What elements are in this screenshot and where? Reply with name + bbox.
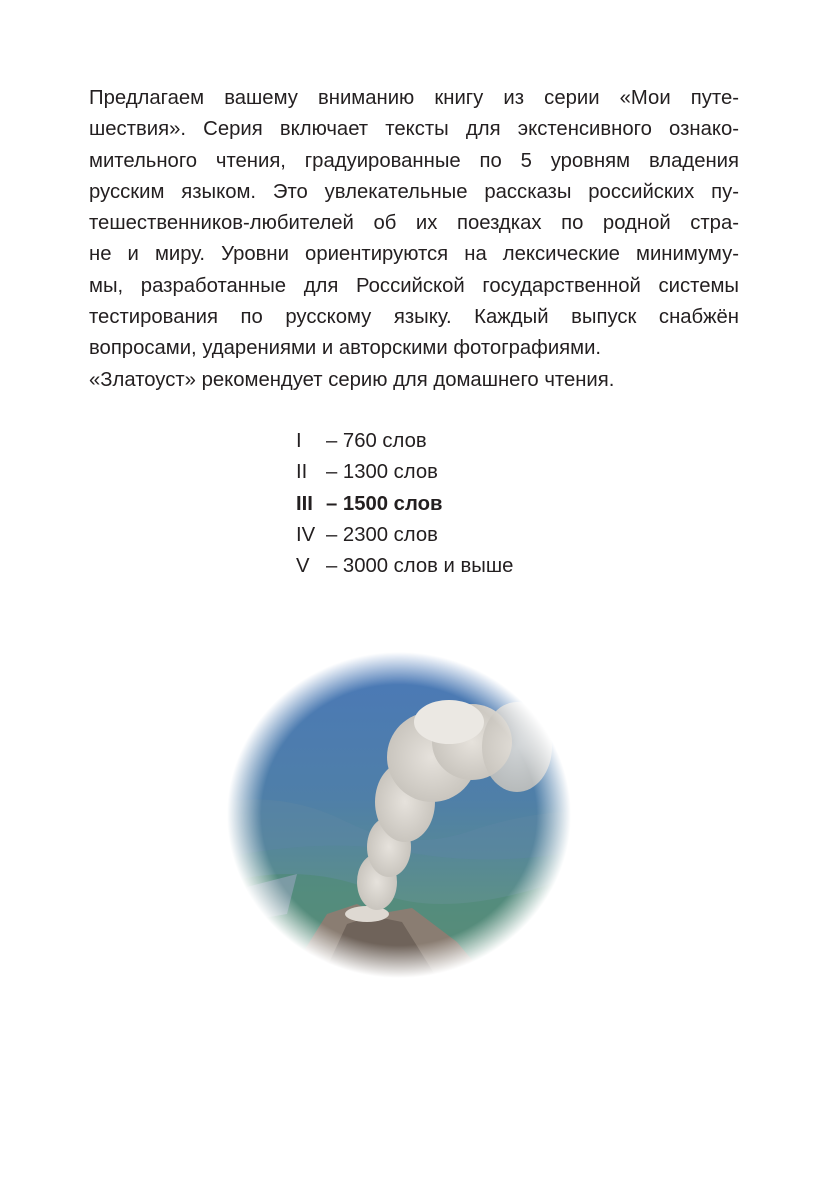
intro-line: не и миру. Уровни ориентируются на лексические минимуму- [89, 243, 739, 266]
intro-line: шествия». Серия включает тексты для экстенсивного ознако- [89, 118, 739, 141]
intro-paragraph [89, 83, 739, 396]
level-item [296, 551, 513, 582]
intro-line: мы, разработанные для Российской государственной системы [89, 274, 739, 297]
level-item [296, 426, 513, 457]
levels-list [296, 426, 513, 582]
level-item [296, 489, 513, 520]
intro-line: тестирования по русскому языку. Каждый выпуск снабжён [89, 306, 739, 329]
level-words: – 3000 слов и выше [326, 555, 514, 578]
intro-line: тешественников-любителей об их поездках по родной стра- [89, 212, 739, 235]
volcano-photo [227, 652, 572, 978]
intro-line: мительного чтения, градуированные по 5 уровням владения [89, 149, 739, 172]
level-item [296, 520, 513, 551]
level-words: – 1300 слов [326, 461, 438, 484]
level-item [296, 457, 513, 488]
level-words: – 760 слов [326, 430, 427, 452]
intro-line: вопросами, ударениями и авторскими фотографиями. [89, 337, 602, 360]
level-numeral: II [296, 461, 308, 484]
intro-line: Предлагаем вашему вниманию книгу из серии «Мои путе- [89, 87, 739, 109]
intro-line: русским языком. Это увлекательные рассказы российских пу- [89, 180, 739, 203]
recommendation-line: «Златоуст» рекомендует серию для домашнего чтения. [89, 368, 615, 391]
level-words: – 1500 слов [326, 492, 443, 515]
level-numeral: III [296, 492, 313, 515]
level-numeral: I [296, 430, 302, 452]
volcano-image [227, 652, 572, 978]
level-numeral: IV [296, 523, 316, 546]
level-numeral: V [296, 555, 310, 578]
level-words: – 2300 слов [326, 523, 438, 546]
